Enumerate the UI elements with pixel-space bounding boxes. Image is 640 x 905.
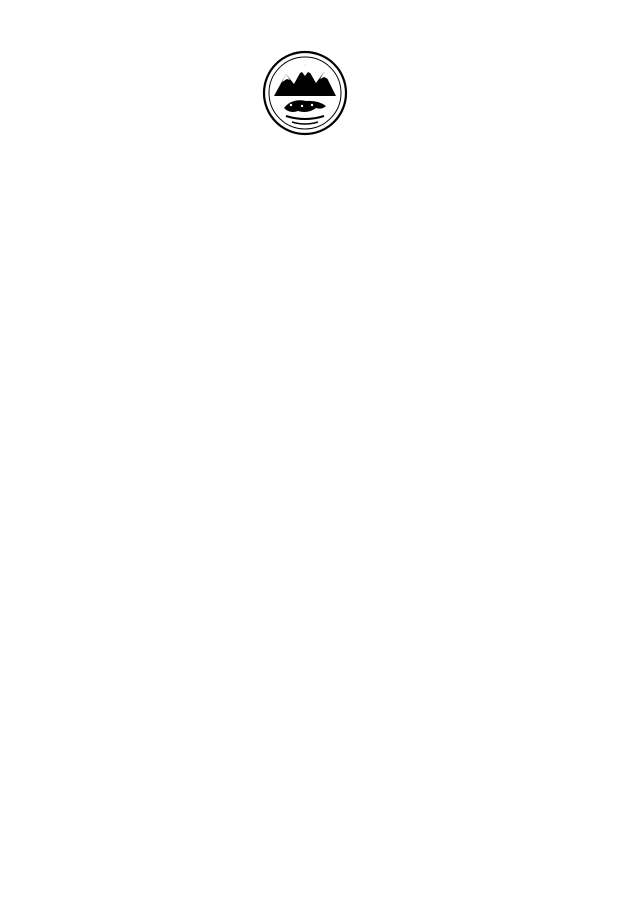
coat-of-arms-emblem xyxy=(262,50,348,136)
emblem-icon xyxy=(262,50,348,136)
intro-line-1 xyxy=(132,401,138,419)
